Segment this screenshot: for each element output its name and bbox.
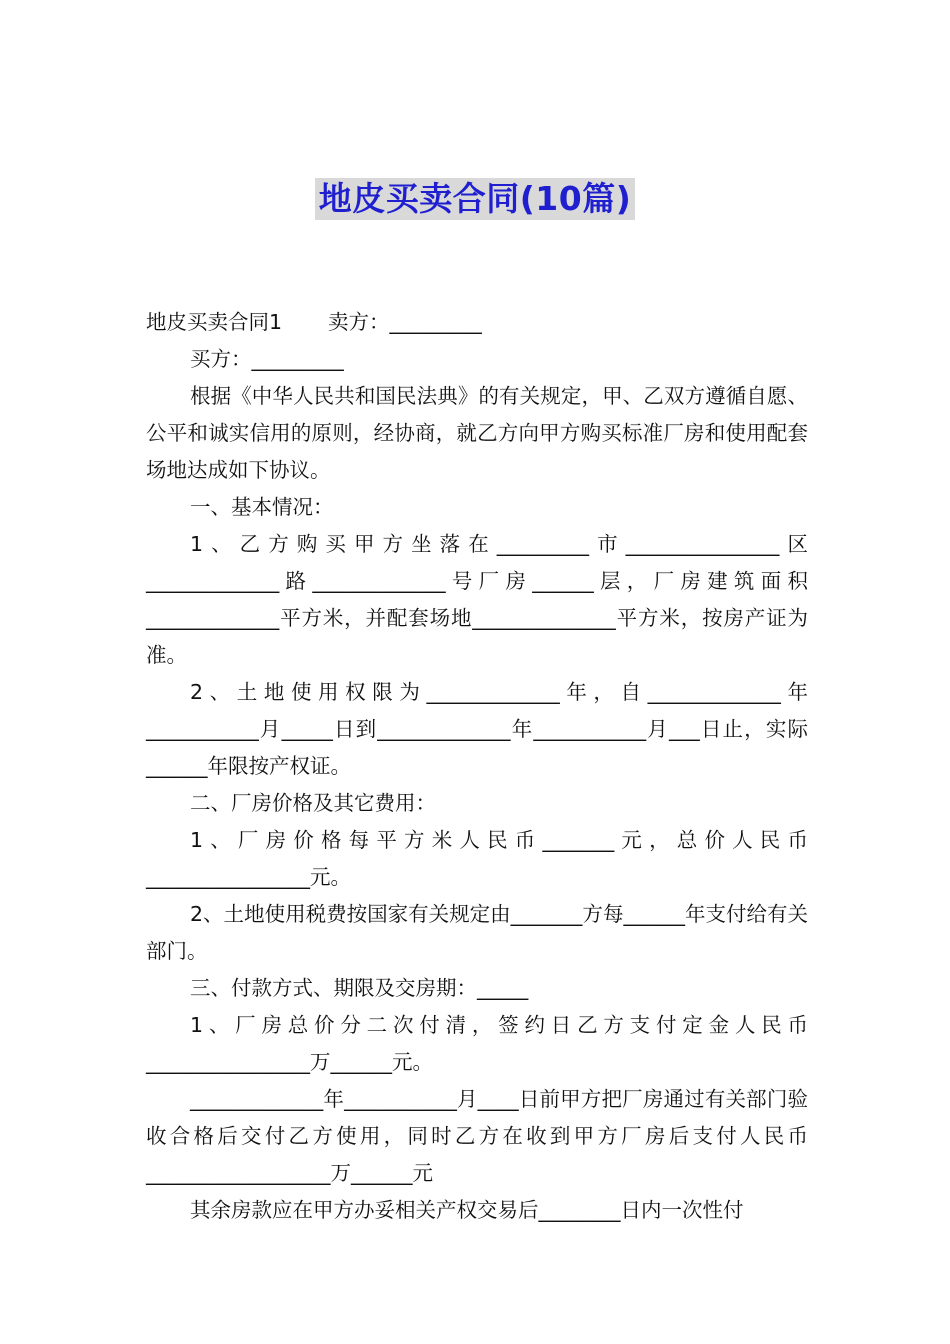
section-2-title: 二、厂房价格及其它费用： [190,791,436,815]
section-1-title: 一、基本情况： [190,495,334,519]
clause-3-2: _____________年___________月____日前甲方把厂房通过有关部门验收合格后交付乙方使用，同时乙方在收到甲方厂房后支付人民币__________________万______元 [146,1087,808,1185]
clause-2-1: 1、厂房价格每平方米人民币_______元，总价人民币________________元。 [146,828,808,889]
clause-3-3: 其余房款应在甲方办妥相关产权交易后________日内一次性付 [190,1198,744,1222]
heading-line [146,304,808,341]
contract-heading-label: 地皮买卖合同1 [146,310,283,334]
document-body [146,304,808,1229]
section-3-title: 三、付款方式、期限及交房期：_____ [190,976,529,1000]
title-container [0,178,950,220]
clause-2-2: 2、土地使用税费按国家有关规定由_______方每______年支付给有关部门。 [146,902,808,963]
clause-1-2: 2、土地使用权限为_____________年，自_____________年___________月_____日到_____________年___________月___日止，实际______年限按产权证。 [146,680,808,778]
clause-1-1: 1、乙方购买甲方坐落在_________市_______________区_____________路_____________号厂房______层，厂房建筑面积_____________平方米，并配套场地______________平方米，按房产证为准。 [146,532,808,667]
clause-3-1: 1、厂房总价分二次付清，签约日乙方支付定金人民币________________万______元。 [146,1013,808,1074]
intro-paragraph: 根据《中华人民共和国民法典》的有关规定，甲、乙双方遵循自愿、公平和诚实信用的原则，经协商，就乙方向甲方购买标准厂房和使用配套场地达成如下协议。 [146,384,808,482]
buyer-line: 买方：_________ [190,347,344,371]
seller-line: 卖方：_________ [328,310,482,334]
document-title: 地皮买卖合同(10篇) [315,178,636,220]
